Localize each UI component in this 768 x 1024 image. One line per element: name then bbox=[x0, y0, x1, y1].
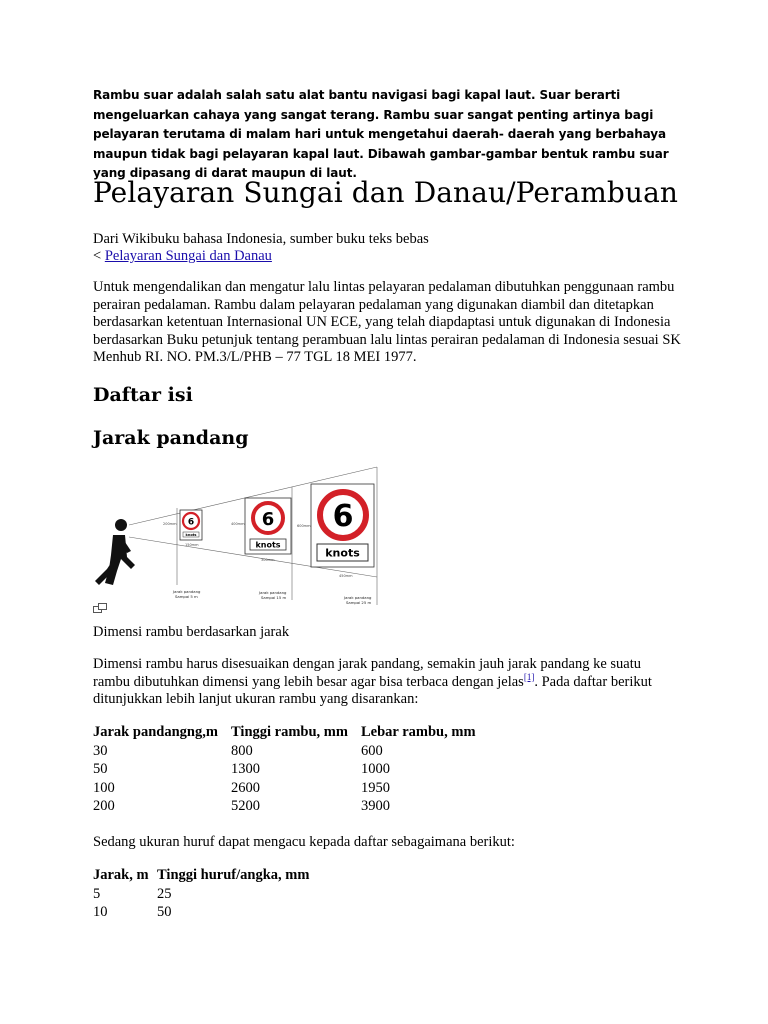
table-cell: 2600 bbox=[231, 779, 260, 796]
sign-large-text: knots bbox=[325, 546, 360, 560]
distance-label: Sampai 5 m bbox=[175, 594, 198, 599]
dim-label: 400mm bbox=[231, 522, 245, 526]
table-cell: 600 bbox=[361, 742, 383, 759]
sign-small bbox=[180, 510, 202, 540]
table-header: Jarak, m bbox=[93, 867, 149, 883]
table-cell: 5 bbox=[93, 885, 101, 902]
heading-jarak-pandang: Jarak pandang bbox=[93, 427, 249, 449]
letter-size-table bbox=[93, 867, 309, 923]
person-icon bbox=[95, 519, 135, 585]
dim-label: 600mm bbox=[297, 524, 311, 528]
table-row bbox=[93, 886, 309, 905]
table-cell: 200 bbox=[93, 798, 115, 814]
subtitle: Dari Wikibuku bahasa Indonesia, sumber buku teks bebas bbox=[93, 231, 429, 247]
table-row bbox=[93, 743, 476, 762]
table-row bbox=[93, 798, 476, 817]
table-cell: 3900 bbox=[361, 798, 390, 814]
enlarge-icon[interactable] bbox=[93, 603, 107, 613]
sign-size-table bbox=[93, 724, 476, 817]
table-cell: 1950 bbox=[361, 779, 390, 796]
body-paragraph-2 bbox=[93, 656, 663, 709]
table-row bbox=[93, 904, 309, 923]
table-row bbox=[93, 780, 476, 799]
body-paragraph-1: Untuk mengendalikan dan mengatur lalu lintas pelayaran pedalaman dibutuhkan penggunaan rambu perairan pedalaman. Rambu dalam pelayaran pedalaman yang digunakan diambil dan ditetapkan berdasarkan ketentuan Internasional UN ECE, yang telah diapdaptasi untuk digunakan di Indonesia berdasarkan Buku petunjuk tentang perambuan lalu lintas perairan pedalaman di Indonesia sesuai SK Menhub RI. NO. PM.3/L/PHB – 77 TGL 18 MEI 1977. bbox=[93, 279, 681, 365]
distance-label: Jarak pandang bbox=[344, 595, 372, 600]
table-cell: 1000 bbox=[361, 761, 390, 777]
heading-daftar-isi: Daftar isi bbox=[93, 384, 193, 406]
citation-ref bbox=[524, 672, 535, 682]
sign-distance-figure bbox=[93, 465, 393, 610]
table-cell: 50 bbox=[157, 904, 172, 920]
sign-large-number: 6 bbox=[332, 499, 354, 534]
citation-link[interactable]: [1] bbox=[523, 671, 535, 682]
para2-end: . Pada daftar berikut ditunjukkan lebih lanjut ukuran rambu yang disarankan: bbox=[93, 673, 652, 707]
dim-label: 200mm bbox=[163, 522, 177, 526]
distance-label: Sampai 15 m bbox=[261, 595, 287, 600]
dim-label: 300mm bbox=[261, 558, 275, 562]
dim-label: 150mm bbox=[185, 543, 199, 547]
table-row bbox=[93, 761, 476, 780]
table-cell: 1300 bbox=[231, 761, 260, 777]
table-cell: 10 bbox=[93, 904, 108, 920]
table-header-row bbox=[93, 724, 476, 743]
table-header: Jarak pandangng,m bbox=[93, 724, 218, 740]
sign-small-number: 6 bbox=[187, 517, 195, 528]
table-cell: 5200 bbox=[231, 798, 260, 814]
breadcrumb bbox=[93, 248, 272, 266]
sign-large bbox=[311, 484, 374, 567]
sign-small-text: knots bbox=[185, 533, 197, 537]
intro-paragraph: Rambu suar adalah salah satu alat bantu navigasi bagi kapal laut. Suar berarti mengeluarkan cahaya yang sangat terang. Rambu suar sangat penting artinya bagi pelayaran terutama di malam hari untuk mengetahui daerah- daerah yang berbahaya maupun tidak bagi pelayaran kapal laut. Dibawah gambar-gambar bentuk rambu suar yang dipasang di darat maupun di laut. bbox=[93, 88, 669, 180]
table-header: Tinggi huruf/angka, mm bbox=[157, 867, 310, 883]
table-header-row bbox=[93, 867, 309, 886]
figure-caption: Dimensi rambu berdasarkan jarak bbox=[93, 624, 290, 640]
table-header: Lebar rambu, mm bbox=[361, 724, 476, 740]
table-cell: 25 bbox=[157, 885, 172, 902]
distance-label: Jarak pandang bbox=[259, 590, 287, 595]
distance-label: Jarak pandang bbox=[173, 589, 201, 594]
table-cell: 800 bbox=[231, 742, 253, 759]
back-link[interactable]: Pelayaran Sungai dan Danau bbox=[104, 248, 272, 264]
sign-medium bbox=[245, 498, 291, 554]
table-cell: 100 bbox=[93, 779, 115, 796]
table-cell: 50 bbox=[93, 761, 108, 777]
distance-labels bbox=[172, 589, 372, 605]
sign-medium-text: knots bbox=[255, 540, 281, 550]
body-paragraph-3: Sedang ukuran huruf dapat mengacu kepada daftar sebagaimana berikut: bbox=[93, 834, 515, 850]
breadcrumb-prefix: < bbox=[93, 248, 105, 264]
table-header: Tinggi rambu, mm bbox=[231, 724, 348, 740]
table-cell: 30 bbox=[93, 742, 108, 759]
para2-text: Dimensi rambu harus disesuaikan dengan jarak pandang, semakin jauh jarak pandang ke suatu rambu dibutuhkan dimensi yang lebih besar agar bisa terbaca dengan jelas bbox=[93, 656, 642, 690]
dim-label: 450mm bbox=[339, 574, 353, 578]
sign-medium-number: 6 bbox=[261, 509, 275, 530]
page-title: Pelayaran Sungai dan Danau/Perambuan bbox=[93, 176, 678, 209]
distance-label: Sampai 25 m bbox=[346, 600, 372, 605]
